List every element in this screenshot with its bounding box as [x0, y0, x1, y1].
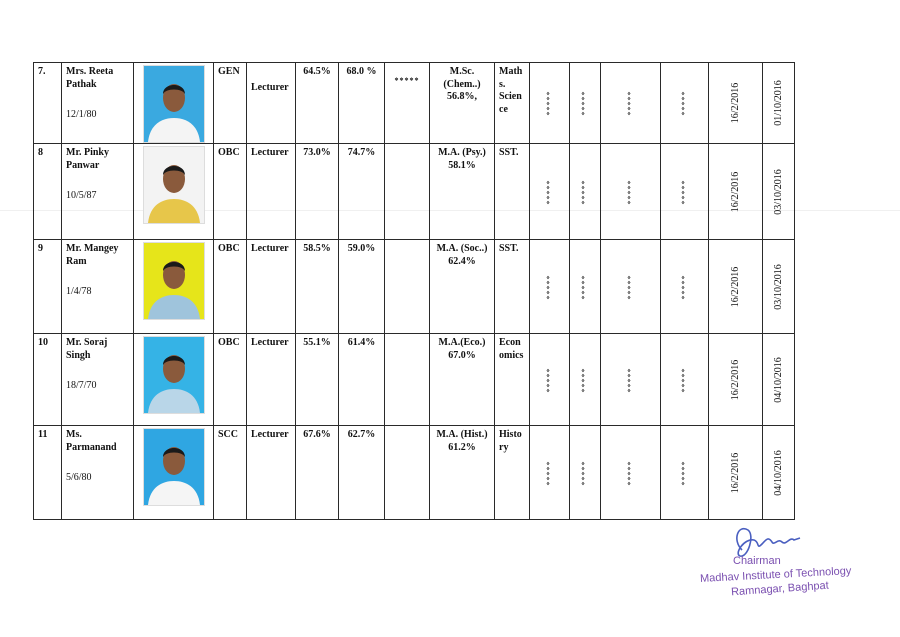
percentage-2: 59.0% — [339, 240, 385, 334]
staff-name-cell — [62, 144, 134, 240]
photo-cell — [134, 334, 214, 426]
designation-text: Lecturer — [251, 243, 289, 254]
stamp-place: Ramnagar, Baghpat — [730, 579, 830, 599]
column-11-text: ***** — [580, 274, 589, 299]
table-row — [34, 334, 795, 426]
staff-photo — [143, 65, 205, 143]
staff-name-cell — [62, 426, 134, 520]
photo-cell — [134, 240, 214, 334]
column-10 — [530, 334, 570, 426]
date-2-text: 03/10/2016 — [772, 168, 784, 215]
date-1-text: 16/2/2016 — [729, 266, 741, 307]
column-10-text: ***** — [544, 274, 554, 299]
staff-photo — [143, 242, 205, 320]
designation — [247, 334, 296, 426]
column-12-text: ***** — [625, 367, 635, 392]
column-10 — [530, 144, 570, 240]
column-11 — [570, 144, 601, 240]
date-1-text: 16/2/2016 — [729, 452, 741, 493]
date-2-text: 04/10/2016 — [772, 356, 784, 403]
date-2-text: 04/10/2016 — [772, 449, 784, 496]
staff-photo — [143, 146, 205, 224]
serial-number: 11 — [34, 426, 62, 520]
designation — [247, 144, 296, 240]
column-12 — [601, 426, 661, 520]
photo-cell — [134, 63, 214, 144]
stamp-org: Madhav Institute of Technology — [699, 565, 852, 585]
staff-name-cell — [62, 334, 134, 426]
stamp-title: Chairman — [733, 555, 781, 567]
institution-stamp — [695, 525, 885, 615]
column-11 — [570, 240, 601, 334]
category: OBC — [214, 334, 247, 426]
percentage-1: 67.6% — [296, 426, 339, 520]
column-12-text: ***** — [625, 460, 635, 485]
staff-name-cell — [62, 63, 134, 144]
qualification: M.A.(Eco.) 67.0% — [430, 334, 495, 426]
percentage-1: 58.5% — [296, 240, 339, 334]
table-row — [34, 144, 795, 240]
column-12-text: ***** — [625, 90, 635, 116]
subject: SST. — [495, 144, 530, 240]
subject: SST. — [495, 240, 530, 334]
column-10-text: ***** — [544, 179, 554, 204]
subject: Econ omics — [495, 334, 530, 426]
serial-number: 10 — [34, 334, 62, 426]
date-of-birth: 10/5/87 — [66, 190, 97, 201]
date-2 — [763, 63, 795, 144]
table-row — [34, 240, 795, 334]
date-2 — [763, 144, 795, 240]
date-1 — [709, 240, 763, 334]
table-row — [34, 426, 795, 520]
designation-text: Lecturer — [251, 337, 289, 348]
column-13 — [661, 426, 709, 520]
column-13-text: ***** — [679, 179, 689, 204]
percentage-1: 73.0% — [296, 144, 339, 240]
date-2 — [763, 426, 795, 520]
column-10-text: ***** — [544, 460, 554, 485]
category: GEN — [214, 63, 247, 144]
designation — [247, 240, 296, 334]
column-12 — [601, 144, 661, 240]
subject: Math s. Scien ce — [495, 63, 530, 144]
serial-number: 7. — [34, 63, 62, 144]
percentage-2: 68.0 % — [339, 63, 385, 144]
column-7 — [385, 144, 430, 240]
column-10 — [530, 426, 570, 520]
column-13-text: ***** — [679, 274, 689, 299]
date-1-text: 16/2/2016 — [729, 359, 741, 400]
staff-photo — [143, 336, 205, 414]
qualification: M.Sc. (Chem..) 56.8%, — [430, 63, 495, 144]
column-12-text: ***** — [625, 274, 635, 299]
table-row — [34, 63, 795, 144]
column-11-text: ***** — [580, 460, 589, 485]
date-1 — [709, 334, 763, 426]
percentage-2: 74.7% — [339, 144, 385, 240]
column-11-text: ***** — [580, 179, 589, 204]
qualification: M.A. (Psy.) 58.1% — [430, 144, 495, 240]
column-10-text: ***** — [544, 90, 554, 116]
column-12 — [601, 240, 661, 334]
column-10 — [530, 63, 570, 144]
date-1 — [709, 144, 763, 240]
staff-name: Mr. Soraj Singh — [66, 337, 108, 361]
column-12-text: ***** — [625, 179, 635, 204]
designation-text: Lecturer — [251, 429, 289, 440]
date-2 — [763, 240, 795, 334]
percentage-2: 61.4% — [339, 334, 385, 426]
category: OBC — [214, 240, 247, 334]
column-7 — [385, 63, 430, 144]
category: SCC — [214, 426, 247, 520]
designation — [247, 426, 296, 520]
date-of-birth: 5/6/80 — [66, 472, 92, 483]
column-11 — [570, 426, 601, 520]
staff-name: Ms. Parmanand — [66, 429, 117, 453]
staff-photo — [143, 428, 205, 506]
photo-cell — [134, 426, 214, 520]
column-12 — [601, 334, 661, 426]
column-7-text: ***** — [394, 76, 420, 85]
date-1 — [709, 63, 763, 144]
qualification: M.A. (Hist.) 61.2% — [430, 426, 495, 520]
photo-cell — [134, 144, 214, 240]
column-13 — [661, 240, 709, 334]
staff-name-cell — [62, 240, 134, 334]
column-13-text: ***** — [679, 90, 689, 116]
column-11 — [570, 334, 601, 426]
column-7 — [385, 426, 430, 520]
column-11 — [570, 63, 601, 144]
date-of-birth: 12/1/80 — [66, 109, 97, 120]
staff-table — [33, 62, 795, 520]
date-1-text: 16/2/2016 — [729, 171, 741, 212]
column-7 — [385, 240, 430, 334]
column-11-text: ***** — [580, 367, 589, 392]
designation-text: Lecturer — [251, 147, 289, 158]
column-13 — [661, 144, 709, 240]
category: OBC — [214, 144, 247, 240]
staff-name: Mr. Mangey Ram — [66, 243, 119, 267]
qualification: M.A. (Soc..) 62.4% — [430, 240, 495, 334]
staff-name: Mrs. Reeta Pathak — [66, 66, 114, 90]
serial-number: 8 — [34, 144, 62, 240]
column-13-text: ***** — [679, 367, 689, 392]
staff-name: Mr. Pinky Panwar — [66, 147, 109, 171]
column-11-text: ***** — [580, 90, 589, 116]
date-2-text: 03/10/2016 — [772, 263, 784, 310]
date-2-text: 01/10/2016 — [772, 80, 784, 126]
column-13-text: ***** — [679, 460, 689, 485]
designation-text: Lecturer — [251, 82, 289, 93]
designation — [247, 63, 296, 144]
date-of-birth: 1/4/78 — [66, 286, 92, 297]
date-of-birth: 18/7/70 — [66, 380, 97, 391]
percentage-1: 64.5% — [296, 63, 339, 144]
column-13 — [661, 334, 709, 426]
date-2 — [763, 334, 795, 426]
column-13 — [661, 63, 709, 144]
column-12 — [601, 63, 661, 144]
column-7 — [385, 334, 430, 426]
percentage-2: 62.7% — [339, 426, 385, 520]
column-10-text: ***** — [544, 367, 554, 392]
serial-number: 9 — [34, 240, 62, 334]
date-1 — [709, 426, 763, 520]
subject: Histo ry — [495, 426, 530, 520]
date-1-text: 16/2/2016 — [729, 82, 741, 124]
column-10 — [530, 240, 570, 334]
percentage-1: 55.1% — [296, 334, 339, 426]
